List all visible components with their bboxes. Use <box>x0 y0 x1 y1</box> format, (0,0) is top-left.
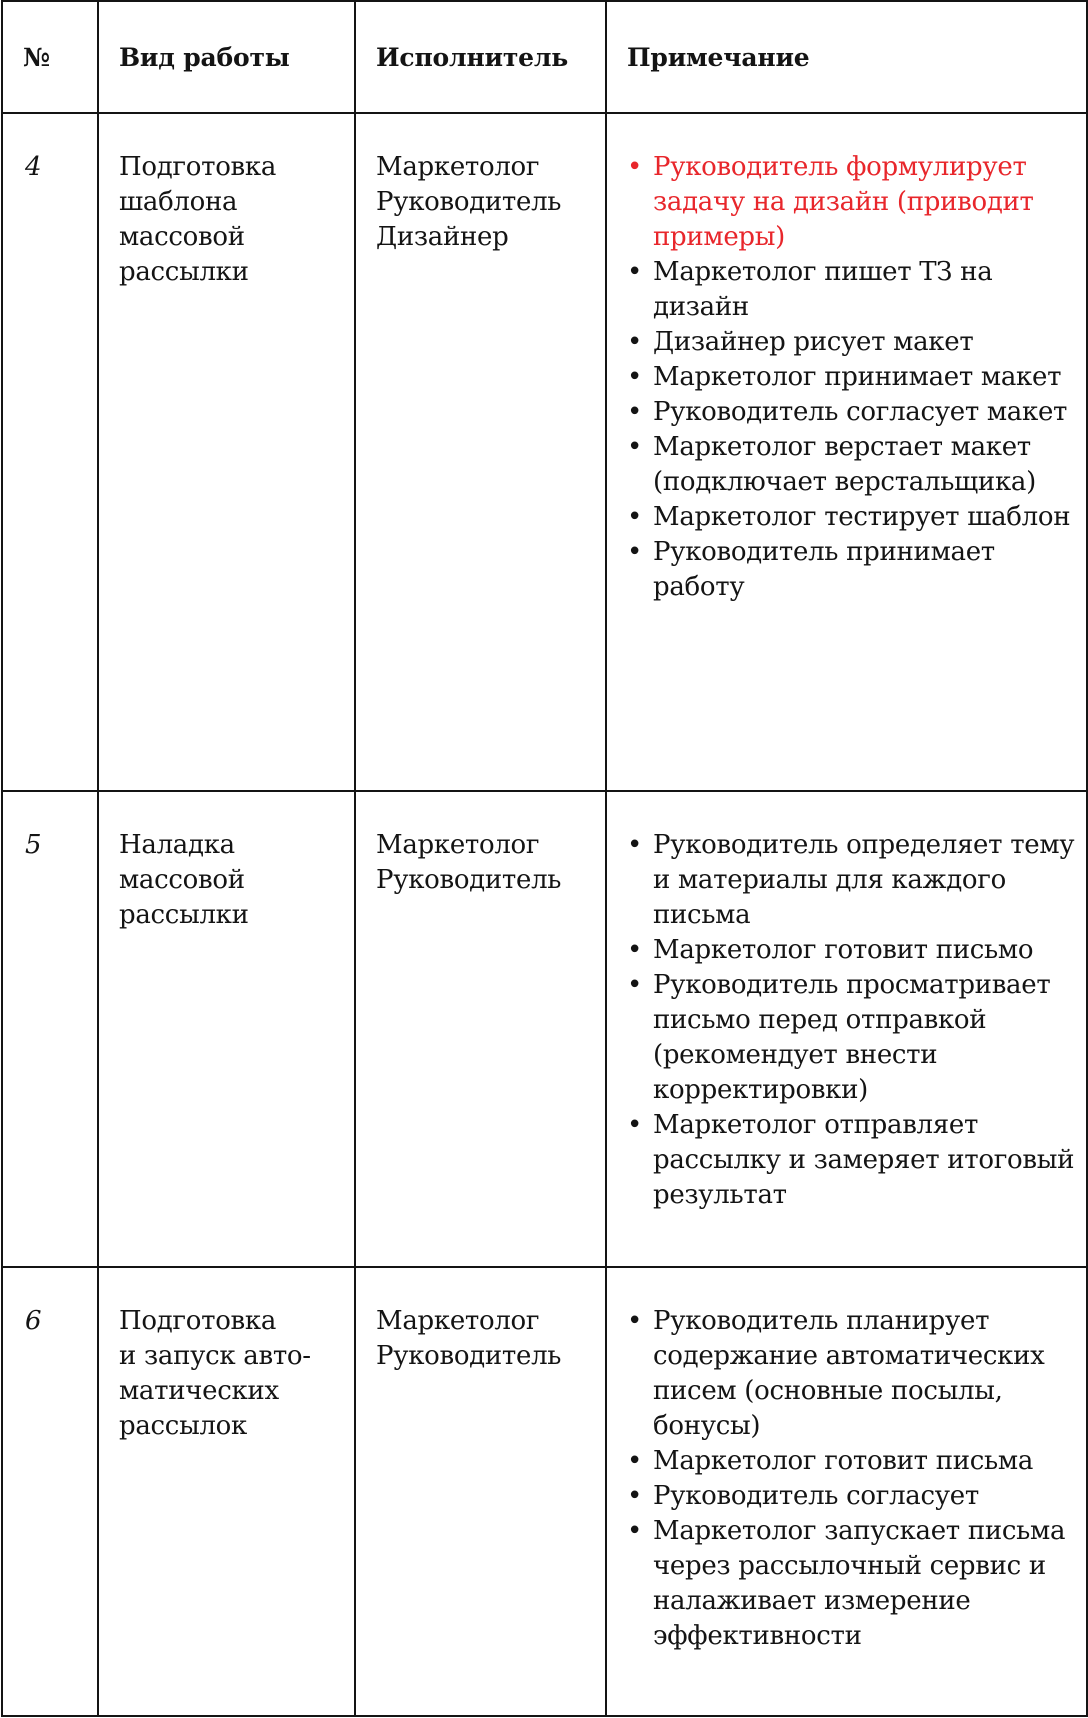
note-item: • Руководитель просматривает письмо перед отправкой (рекомендует внести корректировки) <box>625 968 1084 1108</box>
header-work-type: Вид работы <box>98 1 355 113</box>
work-type-cell <box>98 1267 355 1716</box>
work-line: Подготовка <box>119 152 277 182</box>
executor-cell <box>355 1267 606 1716</box>
row-number: 4 <box>2 113 98 791</box>
work-line: Наладка <box>119 830 235 860</box>
table-row <box>2 1267 1087 1716</box>
header-note: Примечание <box>606 1 1087 113</box>
note-item: • Маркетолог готовит письма <box>625 1444 1084 1479</box>
header-number: № <box>2 1 98 113</box>
row-number: 5 <box>2 791 98 1267</box>
work-line: Подготовка <box>119 1306 277 1336</box>
note-item: • Маркетолог пишет ТЗ на дизайн <box>625 255 1084 325</box>
note-item: • Маркетолог запускает письма через рассылочный сервис и налаживает измерение эффективности <box>625 1514 1084 1654</box>
executor-line: Маркетолог <box>376 1306 540 1336</box>
work-line: рассылки <box>119 900 249 930</box>
note-item: • Маркетолог готовит письмо <box>625 933 1084 968</box>
executor-line: Руководитель <box>376 865 562 895</box>
work-type-cell <box>98 113 355 791</box>
table-row <box>2 113 1087 791</box>
note-cell <box>606 1267 1087 1716</box>
note-item: • Руководитель согласует <box>625 1479 1084 1514</box>
note-item: • Руководитель принимает работу <box>625 535 1084 605</box>
work-line: рассылок <box>119 1411 247 1441</box>
work-line: массовой <box>119 222 245 252</box>
note-item-highlighted: • Руководитель формулирует задачу на дизайн (приводит примеры) <box>625 150 1084 255</box>
work-line: матических <box>119 1376 279 1406</box>
executor-line: Маркетолог <box>376 830 540 860</box>
note-item: • Дизайнер рисует макет <box>625 325 1084 360</box>
note-cell <box>606 791 1087 1267</box>
table-row <box>2 791 1087 1267</box>
note-item: • Маркетолог принимает макет <box>625 360 1084 395</box>
executor-line: Руководитель <box>376 1341 562 1371</box>
work-type-cell <box>98 791 355 1267</box>
work-line: массовой <box>119 865 245 895</box>
work-table <box>1 0 1088 1717</box>
note-list <box>625 828 1084 1213</box>
note-list <box>625 150 1084 605</box>
header-executor: Исполнитель <box>355 1 606 113</box>
note-item: • Маркетолог тестирует шаблон <box>625 500 1084 535</box>
work-line: рассылки <box>119 257 249 287</box>
note-cell <box>606 113 1087 791</box>
executor-line: Руководитель <box>376 187 562 217</box>
note-item: • Руководитель планирует содержание автоматических писем (основные посылы, бонусы) <box>625 1304 1084 1444</box>
work-line: и запуск авто- <box>119 1341 311 1371</box>
note-item: • Руководитель согласует макет <box>625 395 1084 430</box>
note-list <box>625 1304 1084 1654</box>
note-item: • Руководитель определяет тему и материалы для каждого письма <box>625 828 1084 933</box>
note-item: • Маркетолог верстает макет (подключает верстальщика) <box>625 430 1084 500</box>
executor-cell <box>355 113 606 791</box>
row-number: 6 <box>2 1267 98 1716</box>
executor-line: Дизайнер <box>376 222 509 252</box>
executor-line: Маркетолог <box>376 152 540 182</box>
table-header-row <box>2 1 1087 113</box>
work-line: шаблона <box>119 187 238 217</box>
executor-cell <box>355 791 606 1267</box>
note-item: • Маркетолог отправляет рассылку и замеряет итоговый результат <box>625 1108 1084 1213</box>
